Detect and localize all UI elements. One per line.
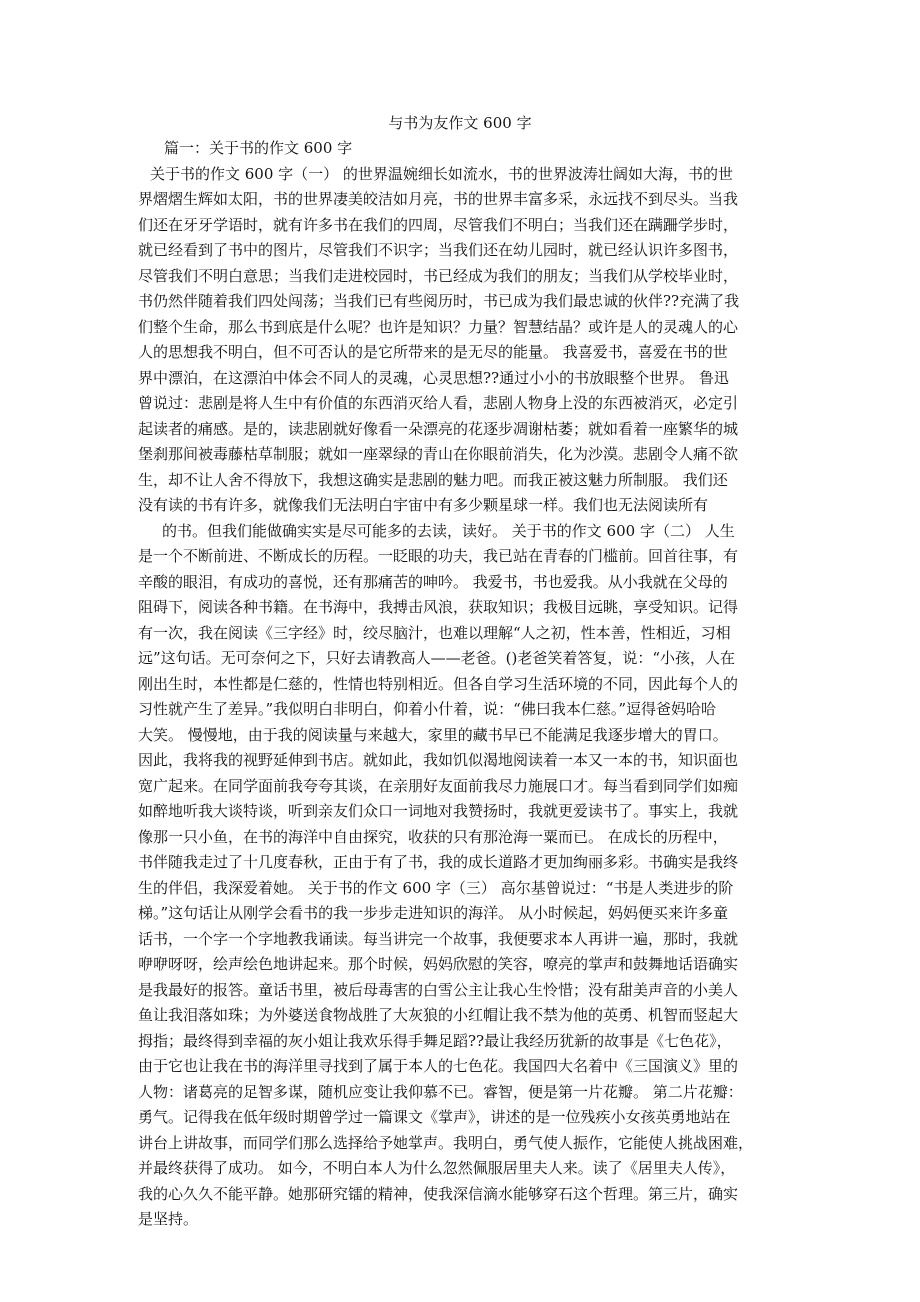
paragraph-line: 堡刹那间被毒藤枯草制服；就如一座翠绿的青山在你眼前消失，化为沙漠。悲剧令人痛不欲 bbox=[138, 445, 739, 463]
paragraph-line: 起读者的痛感。是的，读悲剧就好像看一朵漂亮的花逐步凋谢枯萎；就如看着一座繁华的城 bbox=[138, 419, 739, 438]
paragraph-line: 就已经看到了书中的图片，尽管我们不识字；当我们还在幼儿园时，就已经认识许多图书， bbox=[138, 241, 739, 259]
paragraph-line: 宽广起来。在同学面前我夸夸其谈，在亲朋好友面前我尽力施展口才。每当看到同学们如痴 bbox=[138, 776, 739, 795]
paragraph-line: 勇气。记得我在低年级时期曾学过一篇课文《掌声》，讲述的是一位残疾小女孩英勇地站在 bbox=[138, 1108, 731, 1126]
paragraph-line: 因此，我将我的视野延伸到书店。就如此，我如饥似渴地阅读着一本又一本的书，知识面也 bbox=[138, 751, 739, 769]
paragraph-line: 远”这句话。无可奈何之下，只好去请教高人——老爸。()老爸笑着答复，说：“小孩，人在 bbox=[138, 649, 736, 667]
paragraph-line: 像那一只小鱼，在书的海洋中自由探究，收获的只有那沧海一粟而已。 在成长的历程中， bbox=[138, 827, 728, 846]
paragraph-line: 是一个不断前进、不断成长的历程。一眨眼的功夫，我已站在青春的门槛前。回首往事，有 bbox=[138, 547, 739, 565]
paragraph-line: 由于它也让我在书的海洋里寻找到了属于本人的七色花。我国四大名着中《三国演义》里的 bbox=[138, 1057, 739, 1075]
paragraph-line: 我的心久久不能平静。她那研究镭的精神，使我深信滴水能够穿石这个哲理。第三片，确实 bbox=[138, 1184, 739, 1203]
paragraph-line: 话书，一个字一个字地教我诵读。每当讲完一个故事，我便要求本人再讲一遍，那时，我就 bbox=[138, 929, 739, 948]
paragraph-line: 们还在牙牙学语时，就有许多书在我们的四周，尽管我们不明白；当我们还在蹒跚学步时， bbox=[138, 215, 739, 234]
paragraph-line: 关于书的作文 600 字（一） 的世界温婉细长如流水，书的世界波涛壮阔如大海，书的世 bbox=[150, 164, 733, 183]
paragraph-line: 书伴随我走过了十几度春秋，正由于有了书，我的成长道路才更加绚丽多彩。书确实是我终 bbox=[138, 853, 739, 871]
paragraph-line: 咿咿呀呀，绘声绘色地讲起来。那个时候，妈妈欣慰的笑容，嘹亮的掌声和鼓舞地话语确实 bbox=[138, 955, 739, 973]
paragraph-line: 界熠熠生辉如太阳，书的世界凄美皎洁如月亮，书的世界丰富多采，永远找不到尽头。当我 bbox=[138, 190, 739, 208]
paragraph-line: 有一次，我在阅读《三字经》时，绞尽脑汁，也难以理解“人之初，性本善，性相近，习相 bbox=[138, 623, 731, 642]
paragraph-line: 讲台上讲故事，而同学们那么选择给予她掌声。我明白，勇气使人振作，它能使人挑战困难， bbox=[138, 1133, 754, 1152]
paragraph-line: 刚出生时，本性都是仁慈的，性情也特别相近。但各自学习生活环境的不同，因此每个人的 bbox=[138, 674, 739, 693]
paragraph-line: 人的思想我不明白，但不可否认的是它所带来的是无尽的能量。 我喜爱书，喜爱在书的世 bbox=[138, 343, 728, 361]
paragraph-line: 没有读的书有许多，就像我们无法明白宇宙中有多少颗星球一样。我们也无法阅读所有 bbox=[138, 496, 709, 514]
paragraph-line: 习性就产生了差异。”我似明白非明白，仰着小什着，说：“佛曰我本仁慈。”逗得爸妈哈哈 bbox=[138, 700, 717, 718]
section-heading: 篇一：关于书的作文 600 字 bbox=[164, 139, 353, 157]
paragraph-line: 如醉地听我大谈特谈，听到亲友们众口一词地对我赞扬时，我就更爱读书了。事实上，我就 bbox=[138, 802, 739, 820]
paragraph-line: 梯。”这句话让从刚学会看书的我一步步走进知识的海洋。 从小时候起，妈妈便买来许多童 bbox=[138, 904, 728, 922]
paragraph-line: 书仍然伴随着我们四处闯荡；当我们已有些阅历时，书已成为我们最忠诚的伙伴??充满了我 bbox=[138, 292, 740, 310]
paragraph-line: 大笑。 慢慢地，由于我的阅读量与来越大，家里的藏书早已不能满足我逐步增大的胃口。 bbox=[138, 725, 728, 744]
paragraph-line: 是我最好的报答。童话书里，被后母毒害的白雪公主让我心生怜惜；没有甜美声音的小美人 bbox=[138, 980, 739, 999]
paragraph-line: 曾说过：悲剧是将人生中有价值的东西消灭给人看，悲剧人物身上没的东西被消灭，必定引 bbox=[138, 394, 739, 412]
document-body bbox=[138, 136, 784, 1233]
paragraph-line: 的书。但我们能做确实实是尽可能多的去读，读好。 关于书的作文 600 字（二） 人生 bbox=[162, 521, 735, 540]
paragraph-line: 人物：诸葛亮的足智多谋，随机应变让我仰慕不已。睿智，便是第一片花瓣。 第二片花瓣： bbox=[138, 1082, 743, 1101]
paragraph-line: 阻碍下，阅读各种书籍。在书海中，我搏击风浪，获取知识；我极目远眺，享受知识。记得 bbox=[138, 598, 739, 616]
paragraph-line: 界中漂泊，在这漂泊中体会不同人的灵魂，心灵思想??通过小小的书放眼整个世界。 鲁迅 bbox=[138, 368, 729, 387]
paragraph-line: 们整个生命，那么书到底是什么呢？也许是知识？力量？智慧结晶？或许是人的灵魂人的心 bbox=[138, 317, 739, 336]
paragraph-line: 生，却不让人舍不得放下，我想这确实是悲剧的魅力吧。而我正被这魅力所制服。 我们还 bbox=[138, 470, 728, 489]
paragraph-line: 生的伴侣，我深爱着她。 关于书的作文 600 字（三） 高尔基曾说过：“书是人类进步的阶 bbox=[138, 878, 734, 897]
paragraph-line: 鱼让我泪落如珠；为外婆送食物战胜了大灰狼的小红帽让我不禁为他的英勇、机智而竖起大 bbox=[138, 1006, 739, 1024]
paragraph-line: 是坚持。 bbox=[138, 1210, 199, 1228]
paragraph-line: 并最终获得了成功。 如今，不明白本人为什么忽然佩服居里夫人来。读了《居里夫人传》， bbox=[138, 1159, 736, 1177]
paragraph-line: 拇指；最终得到幸福的灰小姐让我欢乐得手舞足蹈??最让我经历犹新的故事是《七色花》， bbox=[138, 1031, 732, 1050]
document-title: 与书为友作文 600 字 bbox=[388, 114, 532, 132]
paragraph-line: 尽管我们不明白意思；当我们走进校园时，书已经成为我们的朋友；当我们从学校毕业时， bbox=[138, 266, 739, 285]
paragraph-line: 辛酸的眼泪，有成功的喜悦，还有那痛苦的呻吟。 我爱书，书也爱我。从小我就在父母的 bbox=[138, 572, 728, 591]
